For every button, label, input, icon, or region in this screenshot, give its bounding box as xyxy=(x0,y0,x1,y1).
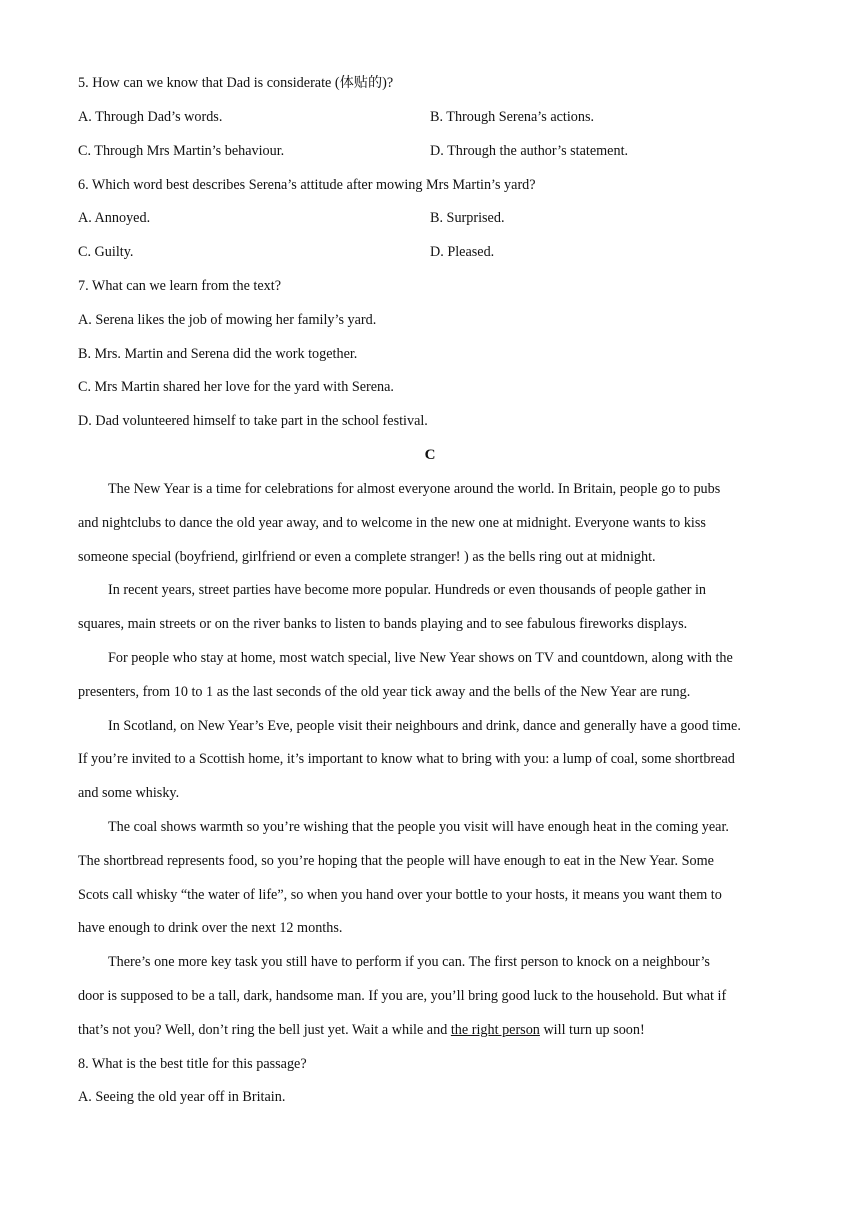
question-6-option-a: A. Annoyed. xyxy=(78,210,151,226)
passage-line: someone special (boyfriend, girlfriend or even a complete stranger! ) as the bells ring out at midnight. xyxy=(78,549,656,565)
question-5-option-d: D. Through the author’s statement. xyxy=(430,143,629,159)
question-8-option-a: A. Seeing the old year off in Britain. xyxy=(78,1089,286,1105)
passage-line: door is supposed to be a tall, dark, handsome man. If you are, you’ll bring good luck to the household. But what if xyxy=(78,988,727,1004)
question-6-option-c: C. Guilty. xyxy=(78,244,134,260)
question-7-option-a: A. Serena likes the job of mowing her family’s yard. xyxy=(78,312,377,328)
passage-line: presenters, from 10 to 1 as the last seconds of the old year tick away and the bells of the New Year are rung. xyxy=(78,684,691,700)
passage-line: squares, main streets or on the river banks to listen to bands playing and to see fabulous fireworks displays. xyxy=(78,616,688,632)
question-5-option-c: C. Through Mrs Martin’s behaviour. xyxy=(78,143,285,159)
passage-line: The New Year is a time for celebrations for almost everyone around the world. In Britain, people go to pubs xyxy=(108,481,721,497)
passage-line: There’s one more key task you still have to perform if you can. The first person to knock on a neighbour’s xyxy=(108,954,710,970)
question-7-option-c: C. Mrs Martin shared her love for the yard with Serena. xyxy=(78,379,394,395)
passage-line: In Scotland, on New Year’s Eve, people visit their neighbours and drink, dance and generally have a good time. xyxy=(108,718,741,734)
passage-line: have enough to drink over the next 12 months. xyxy=(78,920,343,936)
passage-line: If you’re invited to a Scottish home, it’s important to know what to bring with you: a lump of coal, some shortbread xyxy=(78,751,735,767)
question-5-stem: 5. How can we know that Dad is considerate (体贴的)? xyxy=(78,75,394,91)
underlined-phrase: the right person xyxy=(450,1022,540,1038)
section-c-heading: C xyxy=(424,447,436,463)
question-6-option-d: D. Pleased. xyxy=(430,244,495,260)
passage-line: In recent years, street parties have become more popular. Hundreds or even thousands of people gather in xyxy=(108,582,707,598)
question-6-option-b: B. Surprised. xyxy=(430,210,505,226)
passage-line: and some whisky. xyxy=(78,785,180,801)
passage-last-line xyxy=(78,1020,645,1040)
question-8-stem: 8. What is the best title for this passage? xyxy=(78,1056,307,1072)
passage-line: The coal shows warmth so you’re wishing that the people you visit will have enough heat in the coming year. xyxy=(108,819,729,835)
question-7-option-d: D. Dad volunteered himself to take part in the school festival. xyxy=(78,413,428,429)
passage-text: that’s not you? Well, don’t ring the bell just yet. Wait a while and xyxy=(78,1022,451,1038)
passage-line: and nightclubs to dance the old year away, and to welcome in the new one at midnight. Everyone wants to kiss xyxy=(78,515,706,531)
question-7-stem: 7. What can we learn from the text? xyxy=(78,278,282,294)
passage-line: For people who stay at home, most watch special, live New Year shows on TV and countdown, along with the xyxy=(108,650,733,666)
passage-text: will turn up soon! xyxy=(539,1022,645,1038)
passage-line: The shortbread represents food, so you’re hoping that the people will have enough to eat in the New Year. Some xyxy=(78,853,714,869)
question-5-option-b: B. Through Serena’s actions. xyxy=(430,109,595,125)
question-6-stem: 6. Which word best describes Serena’s attitude after mowing Mrs Martin’s yard? xyxy=(78,177,536,193)
question-5-option-a: A. Through Dad’s words. xyxy=(78,109,223,125)
passage-line: Scots call whisky “the water of life”, so when you hand over your bottle to your hosts, it means you want them to xyxy=(78,887,722,903)
question-7-option-b: B. Mrs. Martin and Serena did the work together. xyxy=(78,346,358,362)
